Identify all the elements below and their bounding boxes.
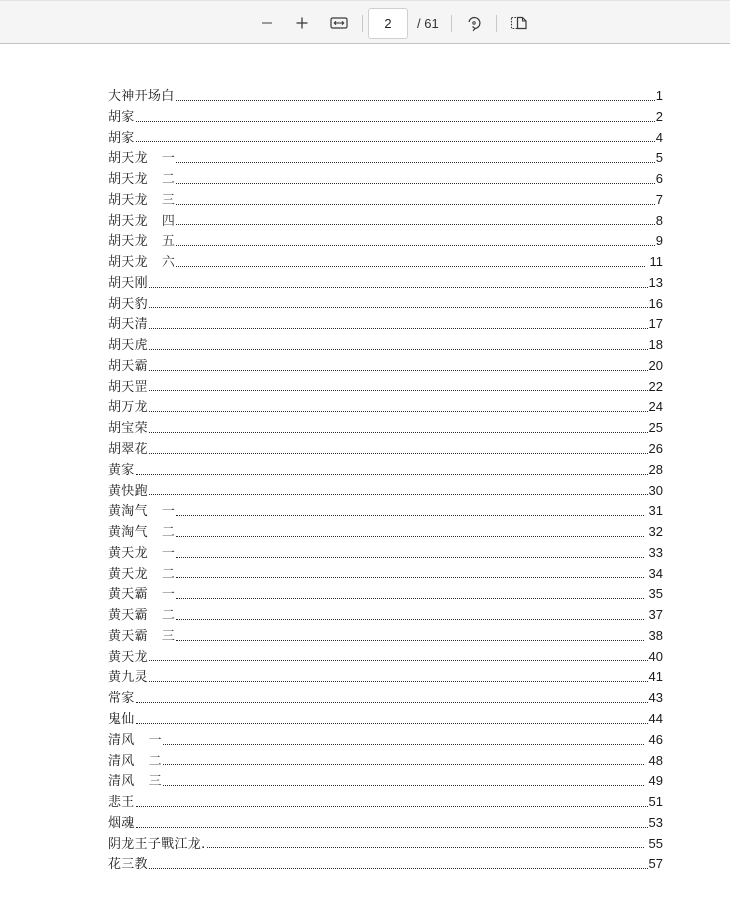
document-page	[0, 44, 730, 904]
dot-leader	[136, 827, 648, 828]
toc-entry-title: 清风	[108, 732, 135, 748]
dot-leader	[136, 806, 648, 807]
toc-entry-page-number: 7	[655, 191, 663, 207]
dot-leader	[149, 307, 648, 308]
toc-entry-title: 胡天霸	[108, 358, 148, 374]
toc-entry[interactable]	[108, 147, 663, 168]
toc-entry-page-number: 4	[655, 129, 663, 145]
toc-entry[interactable]	[108, 251, 663, 272]
toc-entry[interactable]	[108, 417, 663, 438]
toc-entry-title: 黄九灵	[108, 670, 148, 686]
toc-entry-title: 黄淘气	[108, 525, 148, 541]
toc-entry[interactable]	[108, 583, 663, 604]
toc-entry-page-number: 33	[648, 544, 663, 560]
toc-entry-title: 胡天龙	[108, 213, 148, 229]
toc-entry-title: 烟魂	[108, 815, 135, 831]
toc-entry-page-number: 18	[648, 337, 663, 353]
toc-entry[interactable]	[108, 396, 663, 417]
toc-entry-title: 黄天龙	[108, 545, 148, 561]
toc-entry[interactable]	[108, 770, 663, 791]
toc-entry[interactable]	[108, 210, 663, 231]
toc-entry-title: 清风	[108, 753, 135, 769]
toc-entry[interactable]	[108, 666, 663, 687]
toc-entry-part: 二	[148, 753, 162, 769]
toc-entry-title: 黄家	[108, 462, 135, 478]
toc-entry-title: 胡天罡	[108, 379, 148, 395]
dot-leader	[176, 598, 644, 599]
toc-entry-page-number: 53	[648, 814, 663, 830]
toc-entry[interactable]	[108, 729, 663, 750]
rotate-button[interactable]	[460, 9, 488, 37]
toc-entry-part: 一	[161, 545, 175, 561]
dot-leader	[136, 121, 655, 122]
dot-leader	[176, 183, 655, 184]
toc-entry-page-number: 30	[648, 482, 663, 498]
toc-entry[interactable]	[108, 127, 663, 148]
toc-entry-page-number: 13	[648, 274, 663, 290]
dot-leader	[176, 536, 644, 537]
toc-entry-page-number: 46	[648, 731, 663, 747]
toc-entry-part: 一	[161, 151, 175, 167]
toc-entry-title: 黄天霸	[108, 587, 148, 603]
toc-entry-part: 二	[161, 172, 175, 188]
toc-entry-page-number: 41	[648, 669, 663, 685]
toc-entry-title: 胡万龙	[108, 400, 148, 416]
dot-leader	[149, 494, 648, 495]
toc-entry-part: 六	[161, 255, 175, 271]
dot-leader	[136, 474, 648, 475]
dot-leader	[136, 141, 655, 142]
toc-entry-page-number: 6	[655, 171, 663, 187]
toc-entry-part: 一	[161, 504, 175, 520]
toc-entry-title: 花三教	[108, 857, 148, 873]
toc-entry-page-number: 24	[648, 399, 663, 415]
dot-leader	[207, 847, 644, 848]
toc-entry[interactable]	[108, 459, 663, 480]
toc-entry-part: 五	[161, 234, 175, 250]
toc-entry-title: 黄淘气	[108, 504, 148, 520]
toc-entry-page-number: 44	[648, 710, 663, 726]
toc-entry-part: 二	[161, 525, 175, 541]
dot-leader	[149, 370, 648, 371]
toc-entry-page-number: 8	[655, 212, 663, 228]
toc-entry[interactable]	[108, 604, 663, 625]
toc-entry-page-number: 35	[648, 586, 663, 602]
toc-entry[interactable]	[108, 480, 663, 501]
toc-entry[interactable]	[108, 272, 663, 293]
dot-leader	[149, 868, 648, 869]
toc-entry[interactable]	[108, 625, 663, 646]
toc-entry[interactable]	[108, 438, 663, 459]
toc-entry-title: 黄天龙	[108, 649, 148, 665]
toc-entry-part: 三	[161, 192, 175, 208]
page-view-icon	[510, 15, 528, 31]
minus-icon	[260, 16, 274, 30]
pdf-toolbar	[0, 0, 730, 44]
toc-entry-page-number: 37	[648, 607, 663, 623]
toc-entry-title: 胡翠花	[108, 442, 148, 458]
toc-entry-title: 胡天虎	[108, 338, 148, 354]
toc-entry-page-number: 38	[648, 627, 663, 643]
toc-entry-page-number: 26	[648, 441, 663, 457]
dot-leader	[149, 328, 648, 329]
page-number-input[interactable]: 2	[368, 8, 408, 39]
zoom-out-button[interactable]	[253, 9, 281, 37]
toc-entry-page-number: 2	[655, 108, 663, 124]
toc-entry-part: 二	[161, 608, 175, 624]
toc-entry-title: 黄天霸	[108, 608, 148, 624]
toc-entry-title: 鬼仙	[108, 711, 135, 727]
zoom-in-button[interactable]	[288, 9, 316, 37]
toc-entry-page-number: 17	[648, 316, 663, 332]
toc-entry-title: 胡家	[108, 109, 135, 125]
toc-entry[interactable]	[108, 334, 663, 355]
toc-entry-title: 清风	[108, 774, 135, 790]
toc-entry-page-number: 48	[648, 752, 663, 768]
toc-entry-page-number: 28	[648, 461, 663, 477]
toc-entry-title: 胡天龙	[108, 172, 148, 188]
toc-entry-page-number: 25	[648, 420, 663, 436]
dot-leader	[149, 660, 648, 661]
table-of-contents	[108, 85, 663, 874]
dot-leader	[176, 204, 655, 205]
toc-entry-title: 阴龙王子戰江龙.	[108, 836, 206, 852]
toc-entry[interactable]	[108, 355, 663, 376]
toc-entry-page-number: 40	[648, 648, 663, 664]
toc-entry[interactable]	[108, 313, 663, 334]
dot-leader	[176, 245, 655, 246]
toc-entry-page-number: 9	[655, 233, 663, 249]
toc-entry-page-number: 1	[655, 88, 663, 103]
dot-leader	[163, 764, 644, 765]
toc-entry[interactable]	[108, 833, 663, 854]
toc-entry[interactable]	[108, 646, 663, 667]
toc-entry-title: 悲王	[108, 795, 135, 811]
toc-entry-title: 黄天龙	[108, 566, 148, 582]
dot-leader	[149, 411, 648, 412]
toc-entry-page-number: 16	[648, 295, 663, 311]
toc-entry[interactable]	[108, 853, 663, 874]
toc-entry-part: 一	[161, 587, 175, 603]
toc-entry-title: 胡天豹	[108, 296, 148, 312]
toc-entry[interactable]	[108, 230, 663, 251]
toc-entry[interactable]	[108, 708, 663, 729]
toc-entry-title: 黄快跑	[108, 483, 148, 499]
toc-entry-title: 胡宝荣	[108, 421, 148, 437]
toc-entry-title: 黄天霸	[108, 628, 148, 644]
dot-leader	[176, 577, 644, 578]
toolbar-divider	[451, 15, 452, 32]
toc-entry-title: 常家	[108, 691, 135, 707]
toc-entry-part: 二	[161, 566, 175, 582]
toc-entry-page-number: 32	[648, 524, 663, 540]
dot-leader	[176, 266, 645, 267]
toc-entry-page-number: 22	[648, 378, 663, 394]
dot-leader	[176, 162, 655, 163]
dot-leader	[176, 515, 644, 516]
toc-entry-title: 胡天龙	[108, 255, 148, 271]
dot-leader	[176, 619, 644, 620]
toc-entry-part: 一	[148, 732, 162, 748]
fit-width-button[interactable]	[325, 9, 353, 37]
dot-leader	[176, 100, 655, 101]
rotate-icon	[465, 14, 483, 32]
dot-leader	[176, 557, 644, 558]
toc-entry-title: 胡家	[108, 130, 135, 146]
toolbar-divider	[362, 15, 363, 32]
toc-entry[interactable]	[108, 500, 663, 521]
toc-entry[interactable]	[108, 542, 663, 563]
dot-leader	[176, 640, 644, 641]
toc-entry-page-number: 34	[648, 565, 663, 581]
toc-entry-title: 胡天龙	[108, 192, 148, 208]
fit-width-icon	[330, 16, 348, 30]
toc-entry[interactable]	[108, 168, 663, 189]
toc-entry-page-number: 57	[648, 856, 663, 872]
total-pages-label: / 61	[417, 16, 439, 31]
dot-leader	[136, 723, 648, 724]
toc-entry[interactable]	[108, 521, 663, 542]
page-view-button[interactable]	[505, 9, 533, 37]
toc-entry-title: 胡天刚	[108, 275, 148, 291]
toc-entry[interactable]	[108, 791, 663, 812]
plus-icon	[295, 16, 309, 30]
toc-entry-title: 胡天清	[108, 317, 148, 333]
toc-entry-title: 胡天龙	[108, 234, 148, 250]
dot-leader	[176, 224, 655, 225]
toc-entry-page-number: 11	[649, 254, 663, 270]
toc-entry-page-number: 43	[648, 690, 663, 706]
toc-entry-title: 胡天龙	[108, 151, 148, 167]
dot-leader	[149, 349, 648, 350]
toc-entry-page-number: 49	[648, 773, 663, 789]
toc-entry[interactable]	[108, 812, 663, 833]
toc-entry-page-number: 55	[648, 835, 663, 851]
toc-entry[interactable]	[108, 563, 663, 584]
toc-entry-part: 三	[161, 628, 175, 644]
toc-entry-part: 四	[161, 213, 175, 229]
toc-entry-page-number: 31	[648, 503, 663, 519]
dot-leader	[149, 432, 648, 433]
toc-entry[interactable]	[108, 106, 663, 127]
toc-entry-page-number: 20	[648, 357, 663, 373]
toc-entry[interactable]	[108, 189, 663, 210]
toc-entry[interactable]	[108, 85, 663, 106]
toc-entry[interactable]	[108, 293, 663, 314]
dot-leader	[149, 287, 648, 288]
toc-entry-part: 三	[148, 774, 162, 790]
toc-entry[interactable]	[108, 687, 663, 708]
toc-entry-page-number: 5	[655, 150, 663, 166]
toc-entry-page-number: 51	[648, 794, 663, 810]
toc-entry-title: 大神开场白	[108, 89, 175, 104]
dot-leader	[149, 681, 648, 682]
toolbar-divider	[496, 15, 497, 32]
toc-entry[interactable]	[108, 376, 663, 397]
dot-leader	[136, 702, 648, 703]
dot-leader	[163, 744, 644, 745]
dot-leader	[149, 390, 648, 391]
dot-leader	[149, 453, 648, 454]
toc-entry[interactable]	[108, 750, 663, 771]
dot-leader	[163, 785, 644, 786]
